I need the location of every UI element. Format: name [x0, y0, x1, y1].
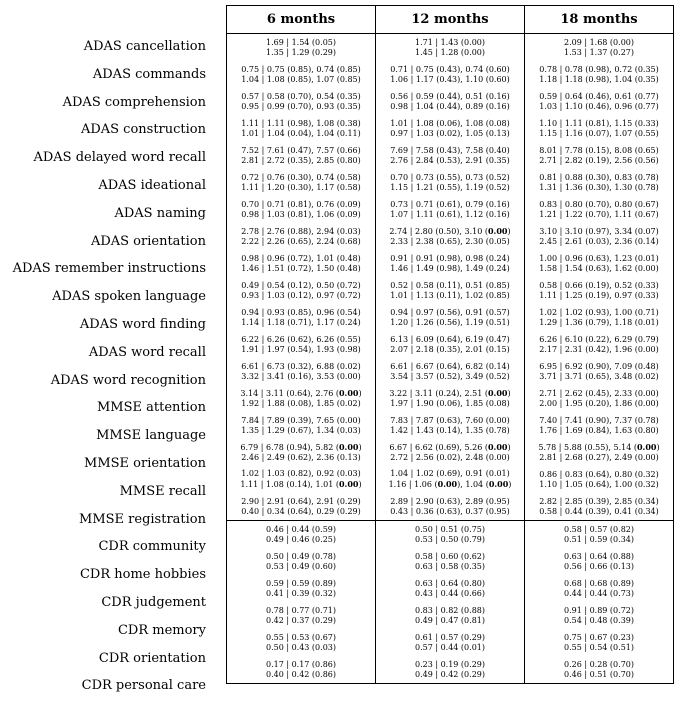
row-label: ADAS delayed word recall: [33, 150, 206, 166]
table-row: [227, 521, 674, 549]
cell-line: 7.83 | 7.87 (0.63), 7.60 (0.00): [390, 415, 510, 425]
cell-line: 0.72 | 0.76 (0.30), 0.74 (0.58): [241, 172, 361, 182]
cell-18m: [525, 196, 674, 223]
cell-line: 2.81 | 2.68 (0.27), 2.49 (0.00): [539, 453, 659, 462]
cell-line: 2.17 | 2.31 (0.42), 1.96 (0.00): [539, 344, 659, 354]
row-label: ADAS cancellation: [83, 39, 206, 54]
cell-6m: [227, 548, 376, 575]
cell-line: 2.78 | 2.76 (0.88), 2.94 (0.03): [241, 226, 361, 236]
cell-line: 0.40 | 0.34 (0.64), 0.29 (0.29): [241, 506, 361, 516]
header-18-months: 18 months: [525, 6, 674, 34]
cell-line: 3.10 | 3.10 (0.97), 3.34 (0.07): [539, 226, 659, 236]
cell-18m: [525, 277, 674, 304]
cell-line: 0.53 | 0.50 (0.79): [414, 534, 485, 544]
cell-6m: [227, 602, 376, 629]
cell-line: 2.22 | 2.26 (0.65), 2.24 (0.68): [241, 236, 361, 246]
cell-line: 1.15 | 1.21 (0.55), 1.19 (0.52): [390, 182, 510, 192]
cell-6m: [227, 439, 376, 466]
cell-line: 2.90 | 2.91 (0.64), 2.91 (0.29): [241, 496, 361, 506]
table-row: [227, 250, 674, 277]
cell-18m: [525, 412, 674, 439]
cell-line: 0.70 | 0.71 (0.81), 0.76 (0.09): [241, 199, 361, 209]
cell-6m: [227, 331, 376, 358]
significant-value: 0.00: [338, 388, 359, 398]
cell-line: 0.41 | 0.39 (0.32): [265, 588, 336, 598]
table-row: [227, 223, 674, 250]
cell-line: 2.45 | 2.61 (0.03), 2.36 (0.14): [539, 236, 659, 246]
significant-value: 0.00: [488, 479, 509, 489]
cell-18m: [525, 331, 674, 358]
cell-6m: [227, 169, 376, 196]
cell-6m: [227, 304, 376, 331]
cell-line: 1.58 | 1.54 (0.63), 1.62 (0.00): [539, 263, 659, 273]
cell-line: 0.71 | 0.75 (0.43), 0.74 (0.60): [390, 64, 510, 74]
cell-6m: [227, 250, 376, 277]
row-label: MMSE orientation: [84, 455, 206, 471]
cell-12m: [376, 439, 525, 466]
row-label: ADAS ideational: [98, 177, 206, 193]
cell-line: 0.63 | 0.64 (0.80): [414, 578, 485, 588]
cell-12m: [376, 548, 525, 575]
cell-18m: [525, 521, 674, 549]
cell-line: 0.49 | 0.46 (0.25): [265, 534, 336, 544]
cell-line: 1.76 | 1.69 (0.84), 1.63 (0.80): [539, 425, 659, 435]
cell-12m: [376, 629, 525, 656]
cell-12m: [376, 466, 525, 493]
row-label: CDR judgement: [101, 594, 206, 610]
cell-18m: [525, 304, 674, 331]
cell-line: 1.10 | 1.11 (0.81), 1.15 (0.33): [539, 118, 659, 128]
cell-18m: [525, 575, 674, 602]
cell-18m: [525, 548, 674, 575]
cell-12m: [376, 196, 525, 223]
cell-6m: [227, 656, 376, 684]
cell-12m: [376, 385, 525, 412]
cell-12m: [376, 521, 525, 549]
cell-line: 0.83 | 0.80 (0.70), 0.80 (0.67): [539, 199, 659, 209]
cell-line: 1.04 | 1.08 (0.85), 1.07 (0.85): [241, 74, 361, 84]
cell-12m: [376, 656, 525, 684]
significant-value: 0.00: [487, 226, 508, 236]
cell-line: 3.14 | 3.11 (0.64), 2.76 (0.00): [240, 388, 362, 398]
cell-line: 3.22 | 3.11 (0.24), 2.51 (0.00): [389, 388, 511, 398]
cell-line: 0.63 | 0.64 (0.88): [563, 551, 634, 561]
cell-12m: [376, 223, 525, 250]
cell-line: 0.81 | 0.88 (0.30), 0.83 (0.78): [539, 172, 659, 182]
cell-12m: [376, 602, 525, 629]
cell-6m: [227, 34, 376, 62]
cell-line: 7.84 | 7.89 (0.39), 7.65 (0.00): [241, 415, 361, 425]
table-row: [227, 466, 674, 493]
row-label: CDR home hobbies: [79, 567, 206, 583]
cell-12m: [376, 61, 525, 88]
cell-line: 0.51 | 0.59 (0.34): [563, 534, 634, 544]
cell-line: 1.14 | 1.18 (0.71), 1.17 (0.24): [241, 317, 361, 327]
header-row: [227, 6, 674, 34]
cell-line: 1.35 | 1.29 (0.29): [265, 47, 336, 57]
cell-line: 6.61 | 6.67 (0.64), 6.82 (0.14): [390, 361, 510, 371]
cell-18m: [525, 223, 674, 250]
cell-line: 1.92 | 1.88 (0.08), 1.85 (0.02): [241, 399, 361, 408]
cell-12m: [376, 250, 525, 277]
row-label: ADAS spoken language: [52, 289, 206, 305]
cell-line: 1.35 | 1.29 (0.67), 1.34 (0.03): [241, 425, 361, 435]
cell-line: 0.91 | 0.89 (0.72): [563, 605, 634, 615]
cell-line: 1.46 | 1.49 (0.98), 1.49 (0.24): [390, 263, 510, 273]
table-row: [227, 493, 674, 521]
cell-12m: [376, 358, 525, 385]
cell-line: 0.57 | 0.58 (0.70), 0.54 (0.35): [241, 91, 361, 101]
cell-line: 1.10 | 1.05 (0.64), 1.00 (0.32): [539, 479, 659, 489]
cell-line: 1.31 | 1.36 (0.30), 1.30 (0.78): [539, 182, 659, 192]
cell-line: 0.55 | 0.54 (0.51): [563, 642, 634, 652]
cell-line: 1.01 | 1.13 (0.11), 1.02 (0.85): [390, 290, 510, 300]
cell-line: 0.86 | 0.83 (0.64), 0.80 (0.32): [539, 469, 659, 479]
cell-line: 0.98 | 1.04 (0.44), 0.89 (0.16): [390, 101, 510, 111]
cell-line: 0.98 | 1.03 (0.81), 1.06 (0.09): [241, 209, 361, 219]
cell-line: 0.53 | 0.49 (0.60): [265, 561, 336, 571]
cell-line: 1.18 | 1.18 (0.98), 1.04 (0.35): [539, 74, 659, 84]
cell-line: 1.15 | 1.16 (0.07), 1.07 (0.55): [539, 128, 659, 138]
cell-line: 0.44 | 0.44 (0.73): [563, 588, 634, 598]
row-label: ADAS comprehension: [62, 94, 206, 110]
cell-line: 1.21 | 1.22 (0.70), 1.11 (0.67): [539, 209, 659, 219]
cell-line: 2.33 | 2.38 (0.65), 2.30 (0.05): [390, 237, 510, 246]
cell-line: 1.11 | 1.11 (0.98), 1.08 (0.38): [241, 118, 361, 128]
cell-18m: [525, 439, 674, 466]
cell-line: 0.49 | 0.54 (0.12), 0.50 (0.72): [241, 280, 361, 290]
cell-line: 1.11 | 1.20 (0.30), 1.17 (0.58): [241, 182, 361, 192]
cell-line: 0.56 | 0.59 (0.44), 0.51 (0.16): [390, 91, 510, 101]
cell-12m: [376, 115, 525, 142]
results-table: [226, 5, 674, 684]
cell-line: 0.68 | 0.68 (0.89): [563, 578, 634, 588]
cell-line: 0.94 | 0.93 (0.85), 0.96 (0.54): [241, 307, 361, 317]
cell-line: 0.43 | 0.44 (0.66): [414, 588, 485, 598]
cell-line: 0.91 | 0.91 (0.98), 0.98 (0.24): [390, 253, 510, 263]
cell-line: 1.11 | 1.25 (0.19), 0.97 (0.33): [539, 290, 659, 300]
table-row: [227, 115, 674, 142]
cell-line: 1.07 | 1.11 (0.61), 1.12 (0.16): [390, 209, 510, 219]
table-row: [227, 358, 674, 385]
cell-line: 0.46 | 0.44 (0.59): [265, 524, 336, 534]
cell-line: 0.58 | 0.66 (0.19), 0.52 (0.33): [539, 280, 659, 290]
cell-line: 6.67 | 6.62 (0.69), 5.26 (0.00): [389, 442, 511, 452]
table-row: [227, 575, 674, 602]
cell-line: 0.75 | 0.75 (0.85), 0.74 (0.85): [241, 64, 361, 74]
cell-line: 2.00 | 1.95 (0.20), 1.86 (0.00): [539, 398, 659, 408]
cell-12m: [376, 88, 525, 115]
cell-6m: [227, 223, 376, 250]
cell-line: 6.26 | 6.10 (0.22), 6.29 (0.79): [539, 334, 659, 344]
cell-line: 0.56 | 0.66 (0.13): [563, 561, 634, 571]
cell-line: 1.16 | 1.06 (0.00), 1.04 (0.00): [388, 479, 512, 489]
cell-line: 0.58 | 0.60 (0.62): [414, 551, 485, 561]
cell-line: 0.59 | 0.64 (0.46), 0.61 (0.77): [539, 91, 659, 101]
cell-line: 1.02 | 1.03 (0.82), 0.92 (0.03): [241, 469, 361, 478]
cell-18m: [525, 88, 674, 115]
cell-line: 0.49 | 0.42 (0.29): [414, 669, 485, 679]
cell-line: 6.95 | 6.92 (0.90), 7.09 (0.48): [539, 361, 659, 371]
cell-line: 1.71 | 1.43 (0.00): [414, 37, 485, 47]
cell-18m: [525, 142, 674, 169]
significant-value: 0.00: [487, 442, 508, 452]
cell-line: 0.78 | 0.78 (0.98), 0.72 (0.35): [539, 64, 659, 74]
cell-line: 6.13 | 6.09 (0.64), 6.19 (0.47): [390, 334, 510, 344]
row-label: ADAS word recall: [88, 344, 206, 360]
cell-line: 0.50 | 0.51 (0.75): [414, 524, 485, 534]
table-row: [227, 656, 674, 684]
cell-6m: [227, 142, 376, 169]
cell-18m: [525, 602, 674, 629]
row-label: ADAS commands: [92, 66, 206, 82]
cell-6m: [227, 575, 376, 602]
cell-6m: [227, 521, 376, 549]
row-label: ADAS remember instructions: [12, 261, 206, 277]
cell-6m: [227, 412, 376, 439]
significant-value: 0.00: [338, 479, 359, 489]
cell-line: 0.23 | 0.19 (0.29): [414, 659, 485, 669]
cell-line: 0.50 | 0.43 (0.03): [265, 642, 336, 652]
row-label: CDR memory: [117, 622, 206, 638]
row-label: MMSE attention: [97, 400, 206, 416]
cell-18m: [525, 169, 674, 196]
cell-line: 3.71 | 3.71 (0.65), 3.48 (0.02): [539, 371, 659, 381]
cell-18m: [525, 466, 674, 493]
significant-value: 0.00: [487, 388, 508, 398]
cell-line: 1.45 | 1.28 (0.00): [414, 47, 485, 57]
cell-6m: [227, 358, 376, 385]
cell-line: 0.95 | 0.99 (0.70), 0.93 (0.35): [241, 101, 361, 111]
cell-6m: [227, 466, 376, 493]
cell-line: 5.78 | 5.88 (0.55), 5.14 (0.00): [538, 442, 660, 452]
cell-line: 2.46 | 2.49 (0.62), 2.36 (0.13): [241, 453, 361, 462]
cell-line: 1.01 | 1.08 (0.06), 1.08 (0.08): [390, 118, 510, 128]
cell-6m: [227, 277, 376, 304]
cell-line: 3.54 | 3.57 (0.52), 3.49 (0.52): [390, 371, 510, 381]
cell-line: 8.01 | 7.78 (0.15), 8.08 (0.65): [539, 145, 659, 155]
cell-line: 0.40 | 0.42 (0.86): [265, 669, 336, 679]
cell-18m: [525, 250, 674, 277]
cell-12m: [376, 169, 525, 196]
cell-line: 1.69 | 1.54 (0.05): [265, 37, 336, 47]
cell-line: 0.63 | 0.58 (0.35): [414, 561, 485, 571]
table-row: [227, 412, 674, 439]
cell-line: 2.71 | 2.62 (0.45), 2.33 (0.00): [539, 388, 659, 398]
cell-line: 0.52 | 0.58 (0.11), 0.51 (0.85): [390, 280, 510, 290]
table-row: [227, 61, 674, 88]
header-6-months: 6 months: [227, 6, 376, 34]
cell-18m: [525, 34, 674, 62]
cell-12m: [376, 34, 525, 62]
cell-line: 1.11 | 1.08 (0.14), 1.01 (0.00): [240, 479, 362, 489]
row-label: ADAS word finding: [79, 316, 206, 332]
cell-12m: [376, 304, 525, 331]
cell-line: 0.55 | 0.53 (0.67): [265, 632, 336, 642]
cell-18m: [525, 629, 674, 656]
cell-line: 0.94 | 0.97 (0.56), 0.91 (0.57): [390, 307, 510, 317]
table-row: [227, 602, 674, 629]
cell-line: 1.04 | 1.02 (0.69), 0.91 (0.01): [390, 469, 510, 478]
cell-line: 7.69 | 7.58 (0.43), 7.58 (0.40): [390, 145, 510, 155]
cell-line: 0.54 | 0.48 (0.39): [563, 615, 634, 625]
cell-6m: [227, 196, 376, 223]
table-row: [227, 385, 674, 412]
cell-line: 2.72 | 2.56 (0.02), 2.48 (0.00): [390, 453, 510, 462]
cell-12m: [376, 277, 525, 304]
cell-6m: [227, 61, 376, 88]
cell-line: 2.71 | 2.82 (0.19), 2.56 (0.56): [539, 155, 659, 165]
cell-line: 1.91 | 1.97 (0.54), 1.93 (0.98): [241, 344, 361, 354]
table-row: [227, 548, 674, 575]
table-row: [227, 277, 674, 304]
cell-line: 0.50 | 0.49 (0.78): [265, 551, 336, 561]
cell-line: 0.46 | 0.51 (0.70): [563, 669, 634, 679]
cell-line: 0.97 | 1.03 (0.02), 1.05 (0.13): [390, 128, 510, 138]
cell-line: 0.93 | 1.03 (0.12), 0.97 (0.72): [241, 290, 361, 300]
cell-line: 1.20 | 1.26 (0.56), 1.19 (0.51): [390, 317, 510, 327]
cell-line: 1.46 | 1.51 (0.72), 1.50 (0.48): [241, 263, 361, 273]
row-label: ADAS naming: [114, 205, 206, 221]
table-row: [227, 169, 674, 196]
row-label: MMSE language: [96, 428, 206, 444]
cell-line: 1.03 | 1.10 (0.46), 0.96 (0.77): [539, 101, 659, 111]
cell-line: 2.07 | 2.18 (0.35), 2.01 (0.15): [390, 344, 510, 354]
cell-line: 2.09 | 1.68 (0.00): [563, 37, 634, 47]
cell-line: 0.57 | 0.44 (0.01): [414, 642, 485, 652]
cell-line: 0.26 | 0.28 (0.70): [563, 659, 634, 669]
cell-6m: [227, 493, 376, 521]
cell-line: 3.32 | 3.41 (0.16), 3.53 (0.00): [241, 371, 361, 381]
cell-line: 1.29 | 1.36 (0.79), 1.18 (0.01): [539, 317, 659, 327]
cell-line: 0.49 | 0.47 (0.81): [414, 615, 485, 625]
row-label: CDR personal care: [81, 678, 206, 694]
cell-line: 0.43 | 0.36 (0.63), 0.37 (0.95): [390, 506, 510, 516]
cell-line: 0.78 | 0.77 (0.71): [265, 605, 336, 615]
cell-line: 1.00 | 0.96 (0.63), 1.23 (0.01): [539, 253, 659, 263]
cell-line: 2.89 | 2.90 (0.63), 2.89 (0.95): [390, 496, 510, 506]
significant-value: 0.00: [437, 479, 458, 489]
cell-18m: [525, 656, 674, 684]
table-row: [227, 629, 674, 656]
cell-line: 2.76 | 2.84 (0.53), 2.91 (0.35): [390, 155, 510, 165]
cell-line: 0.59 | 0.59 (0.89): [265, 578, 336, 588]
cell-line: 0.70 | 0.73 (0.55), 0.73 (0.52): [390, 172, 510, 182]
cell-12m: [376, 575, 525, 602]
header-12-months: 12 months: [376, 6, 525, 34]
cell-line: 1.02 | 1.02 (0.93), 1.00 (0.71): [539, 307, 659, 317]
cell-6m: [227, 385, 376, 412]
table-row: [227, 142, 674, 169]
cell-18m: [525, 61, 674, 88]
cell-line: 6.22 | 6.26 (0.62), 6.26 (0.55): [241, 334, 361, 344]
cell-line: 0.73 | 0.71 (0.61), 0.79 (0.16): [390, 199, 510, 209]
cell-line: 0.42 | 0.37 (0.29): [265, 615, 336, 625]
cell-line: 0.61 | 0.57 (0.29): [414, 632, 485, 642]
cell-line: 2.81 | 2.72 (0.35), 2.85 (0.80): [241, 155, 361, 165]
row-label: MMSE recall: [119, 483, 206, 499]
table-body: [227, 34, 674, 684]
table-row: [227, 88, 674, 115]
cell-12m: [376, 493, 525, 521]
cell-line: 7.52 | 7.61 (0.47), 7.57 (0.66): [241, 145, 361, 155]
row-label: ADAS orientation: [90, 233, 206, 249]
cell-6m: [227, 115, 376, 142]
cell-line: 1.01 | 1.04 (0.04), 1.04 (0.11): [241, 128, 361, 138]
row-label: CDR orientation: [98, 650, 206, 666]
cell-18m: [525, 358, 674, 385]
row-label: ADAS word recognition: [50, 372, 206, 388]
table-row: [227, 304, 674, 331]
cell-12m: [376, 412, 525, 439]
cell-line: 0.17 | 0.17 (0.86): [265, 659, 336, 669]
cell-line: 1.06 | 1.17 (0.43), 1.10 (0.60): [390, 74, 510, 84]
table-row: [227, 196, 674, 223]
cell-line: 1.97 | 1.90 (0.06), 1.85 (0.08): [390, 399, 510, 408]
row-label: CDR community: [98, 539, 206, 555]
cell-line: 1.42 | 1.43 (0.14), 1.35 (0.78): [390, 425, 510, 435]
table-row: [227, 439, 674, 466]
significant-value: 0.00: [636, 442, 657, 452]
row-label: MMSE registration: [79, 511, 206, 527]
cell-line: 0.58 | 0.44 (0.39), 0.41 (0.34): [539, 506, 659, 516]
row-label: ADAS construction: [80, 122, 206, 138]
cell-line: 2.74 | 2.80 (0.50), 3.10 (0.00): [389, 226, 511, 236]
table-row: [227, 331, 674, 358]
row-labels: [0, 33, 206, 700]
cell-18m: [525, 385, 674, 412]
cell-12m: [376, 142, 525, 169]
cell-6m: [227, 88, 376, 115]
cell-18m: [525, 115, 674, 142]
cell-line: 0.58 | 0.57 (0.82): [563, 524, 634, 534]
table-row: [227, 34, 674, 62]
cell-12m: [376, 331, 525, 358]
cell-18m: [525, 493, 674, 521]
cell-line: 1.53 | 1.37 (0.27): [563, 47, 634, 57]
cell-line: 6.79 | 6.78 (0.94), 5.82 (0.00): [240, 442, 362, 452]
cell-line: 2.82 | 2.85 (0.39), 2.85 (0.34): [539, 496, 659, 506]
cell-line: 0.75 | 0.67 (0.23): [563, 632, 634, 642]
cell-line: 0.98 | 0.96 (0.72), 1.01 (0.48): [241, 253, 361, 263]
cell-line: 7.40 | 7.41 (0.90), 7.37 (0.78): [539, 415, 659, 425]
significant-value: 0.00: [338, 442, 359, 452]
cell-line: 0.83 | 0.82 (0.88): [414, 605, 485, 615]
cell-6m: [227, 629, 376, 656]
cell-line: 6.61 | 6.73 (0.32), 6.88 (0.02): [241, 361, 361, 371]
